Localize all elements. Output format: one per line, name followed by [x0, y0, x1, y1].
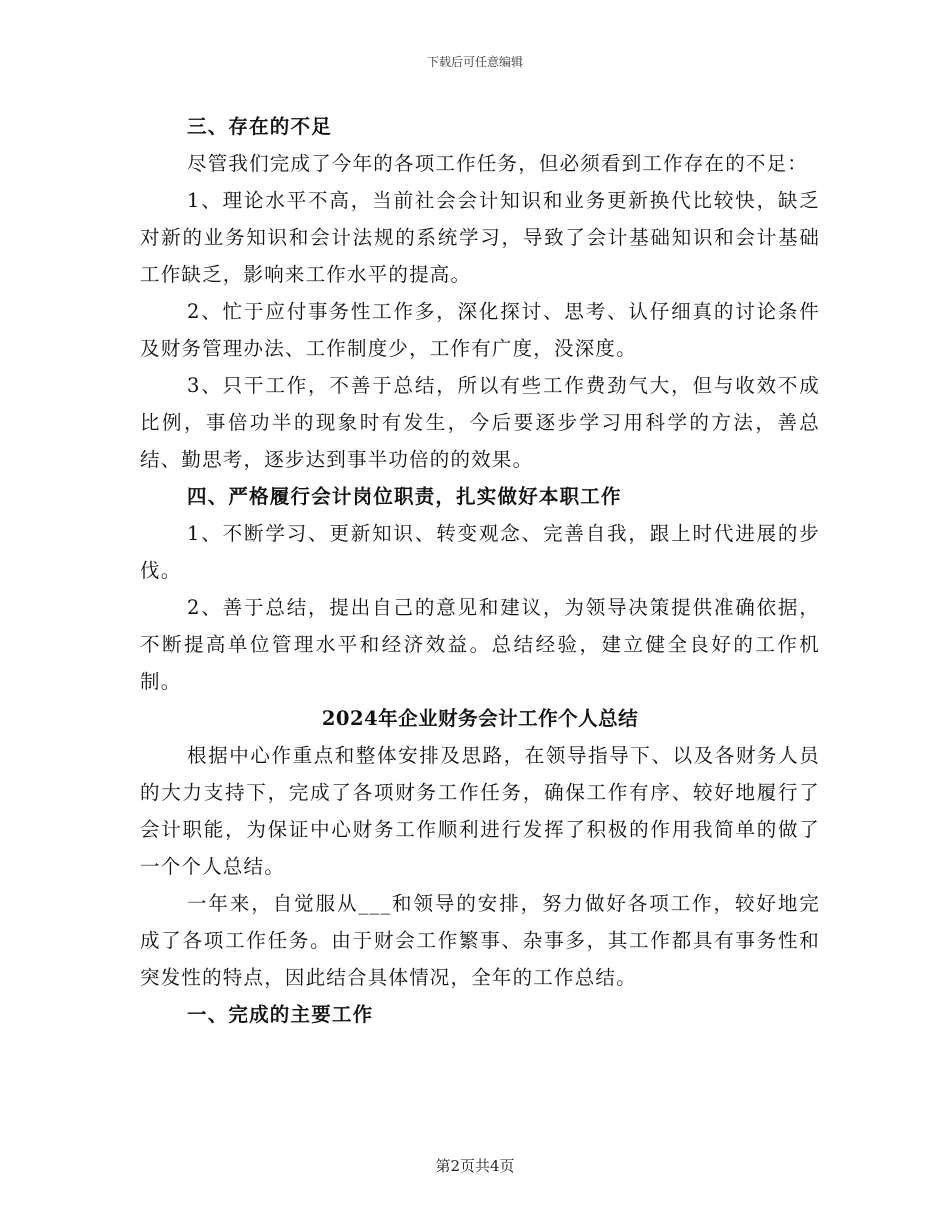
paragraph-duty-1: 1、不断学习、更新知识、转变观念、完善自我，跟上时代进展的步伐。 — [140, 522, 820, 582]
section-heading-main-work: 一、完成的主要工作 — [187, 1003, 374, 1026]
paragraph-shortcomings-intro: 尽管我们完成了今年的各项工作任务，但必须看到工作存在的不足： — [187, 152, 809, 175]
paragraph-shortcoming-2: 2、忙于应付事务性工作多，深化探讨、思考、认仔细真的讨论条件及财务管理办法、工作制度少，工作有广度，没深度。 — [140, 300, 820, 360]
page-number: 第2页共4页 — [435, 1157, 515, 1175]
paragraph-duty-2: 2、善于总结，提出自己的意见和建议，为领导决策提供准确依据，不断提高单位管理水平和经济效益。总结经验，建立健全良好的工作机制。 — [140, 596, 820, 693]
paragraph-shortcoming-3: 3、只干工作，不善于总结，所以有些工作费劲气大，但与收效不成比例，事倍功半的现象时有发生，今后要逐步学习用科学的方法，善总结、勤思考，逐步达到事半功倍的的效果。 — [140, 374, 820, 471]
page-header-note: 下载后可任意编辑 — [426, 55, 523, 69]
section-heading-duties: 四、严格履行会计岗位职责，扎实做好本职工作 — [187, 485, 622, 508]
paragraph-shortcoming-1: 1、理论水平不高，当前社会会计知识和业务更新换代比较快，缺乏对新的业务知识和会计法规的系统学习，导致了会计基础知识和会计基础工作缺乏，影响来工作水平的提高。 — [140, 189, 820, 286]
document-body — [140, 108, 820, 1033]
paragraph-summary-year: 一年来，自觉服从___和领导的安排，努力做好各项工作，较好地完成了各项工作任务。由于财会工作繁事、杂事多，其工作都具有事务性和突发性的特点，因此结合具体情况，全年的工作总结。 — [140, 892, 820, 989]
paragraph-summary-intro: 根据中心作重点和整体安排及思路，在领导指导下、以及各财务人员的大力支持下，完成了各项财务工作任务，确保工作有序、较好地履行了会计职能，为保证中心财务工作顺利进行发挥了积极的作用我简单的做了一个个人总结。 — [140, 744, 820, 878]
document-title: 2024年企业财务会计工作个人总结 — [321, 707, 639, 730]
section-heading-shortcomings: 三、存在的不足 — [187, 115, 332, 138]
